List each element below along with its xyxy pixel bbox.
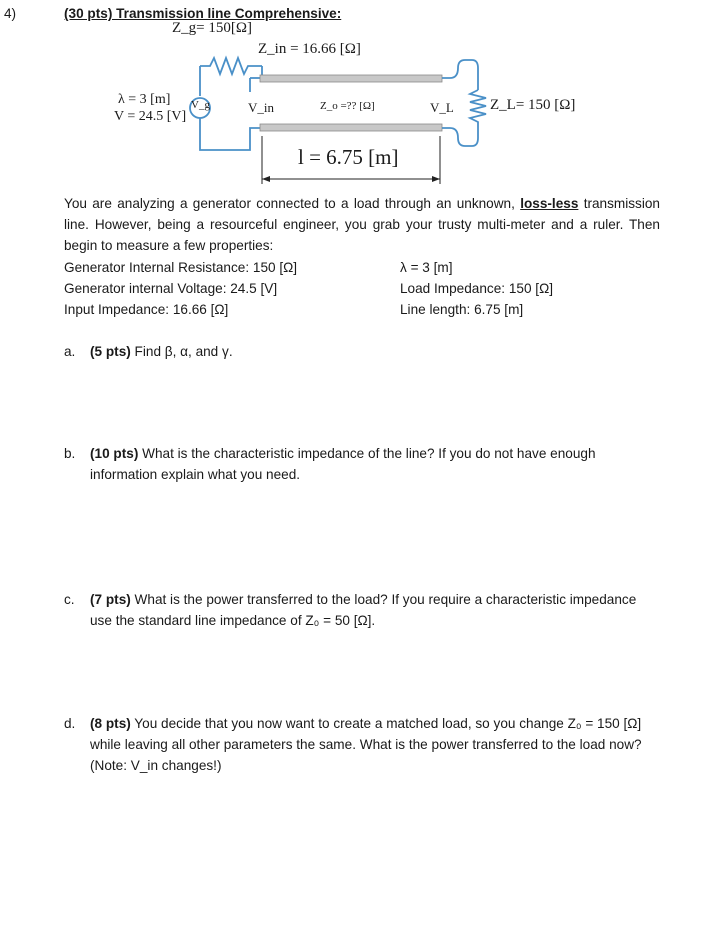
voltage-label: V = 24.5 [V] (114, 109, 187, 124)
question-c-text: What is the power transferred to the load? If you require a characteristic impedance use the standard line impedance of Z₀ = 50 [Ω]. (90, 592, 637, 628)
question-c-points: (7 pts) (90, 592, 131, 607)
question-c-letter: c. (64, 592, 75, 607)
property-generator-voltage: Generator internal Voltage: 24.5 [V] (64, 281, 278, 296)
load-resistor (470, 90, 486, 128)
zo-label: Z_o =?? [Ω] (320, 100, 375, 112)
question-b-points: (10 pts) (90, 446, 139, 461)
question-d-points: (8 pts) (90, 716, 131, 731)
property-wavelength: λ = 3 [m] (400, 260, 453, 275)
properties-left (64, 257, 297, 320)
intro-paragraph (64, 193, 660, 256)
question-b-text: What is the characteristic impedance of the line? If you do not have enough information explain what you need. (90, 446, 596, 482)
generator-resistor (200, 58, 262, 74)
zl-label: Z_L= 150 [Ω] (490, 97, 576, 113)
zg-label: Z_g= 150[Ω] (172, 20, 253, 36)
property-input-impedance: Input Impedance: 16.66 [Ω] (64, 302, 229, 317)
property-load-impedance: Load Impedance: 150 [Ω] (400, 281, 554, 296)
property-line-length: Line length: 6.75 [m] (400, 302, 524, 317)
problem-title: (30 pts) Transmission line Comprehensive: (64, 6, 342, 21)
question-d-letter: d. (64, 716, 76, 731)
zin-label: Z_in = 16.66 [Ω] (258, 41, 361, 57)
line-conductor-bottom (260, 124, 442, 131)
lambda-label: λ = 3 [m] (118, 92, 171, 107)
vg-label: V_g (191, 99, 210, 111)
intro-text-after: transmission line. However, being a resourceful engineer, you grab your trusty multi-meter and a ruler. Then begin to measure a few properties: (64, 196, 660, 253)
lossless-emphasis: loss-less (520, 196, 579, 211)
line-conductor-top (260, 75, 442, 82)
question-a-letter: a. (64, 344, 76, 359)
intro-text-before: You are analyzing a generator connected to a load through an unknown, (64, 196, 521, 211)
bottom-wire-left (200, 118, 260, 150)
question-a-text: Find β, α, and γ. (130, 344, 233, 359)
length-label: l = 6.75 [m] (298, 145, 399, 169)
question-d-text: You decide that you now want to create a matched load, so you change Z₀ = 150 [Ω] while leaving all other parameters the same. What is the power transferred to the load now? (Note: V_in changes!) (90, 716, 642, 773)
property-generator-resistance: Generator Internal Resistance: 150 [Ω] (64, 260, 298, 275)
problem-number: 4) (4, 6, 17, 21)
question-a-points: (5 pts) (90, 344, 131, 359)
vin-label: V_in (248, 100, 274, 115)
vl-label: V_L (430, 100, 454, 115)
properties-right (400, 257, 553, 320)
question-b-letter: b. (64, 446, 76, 461)
